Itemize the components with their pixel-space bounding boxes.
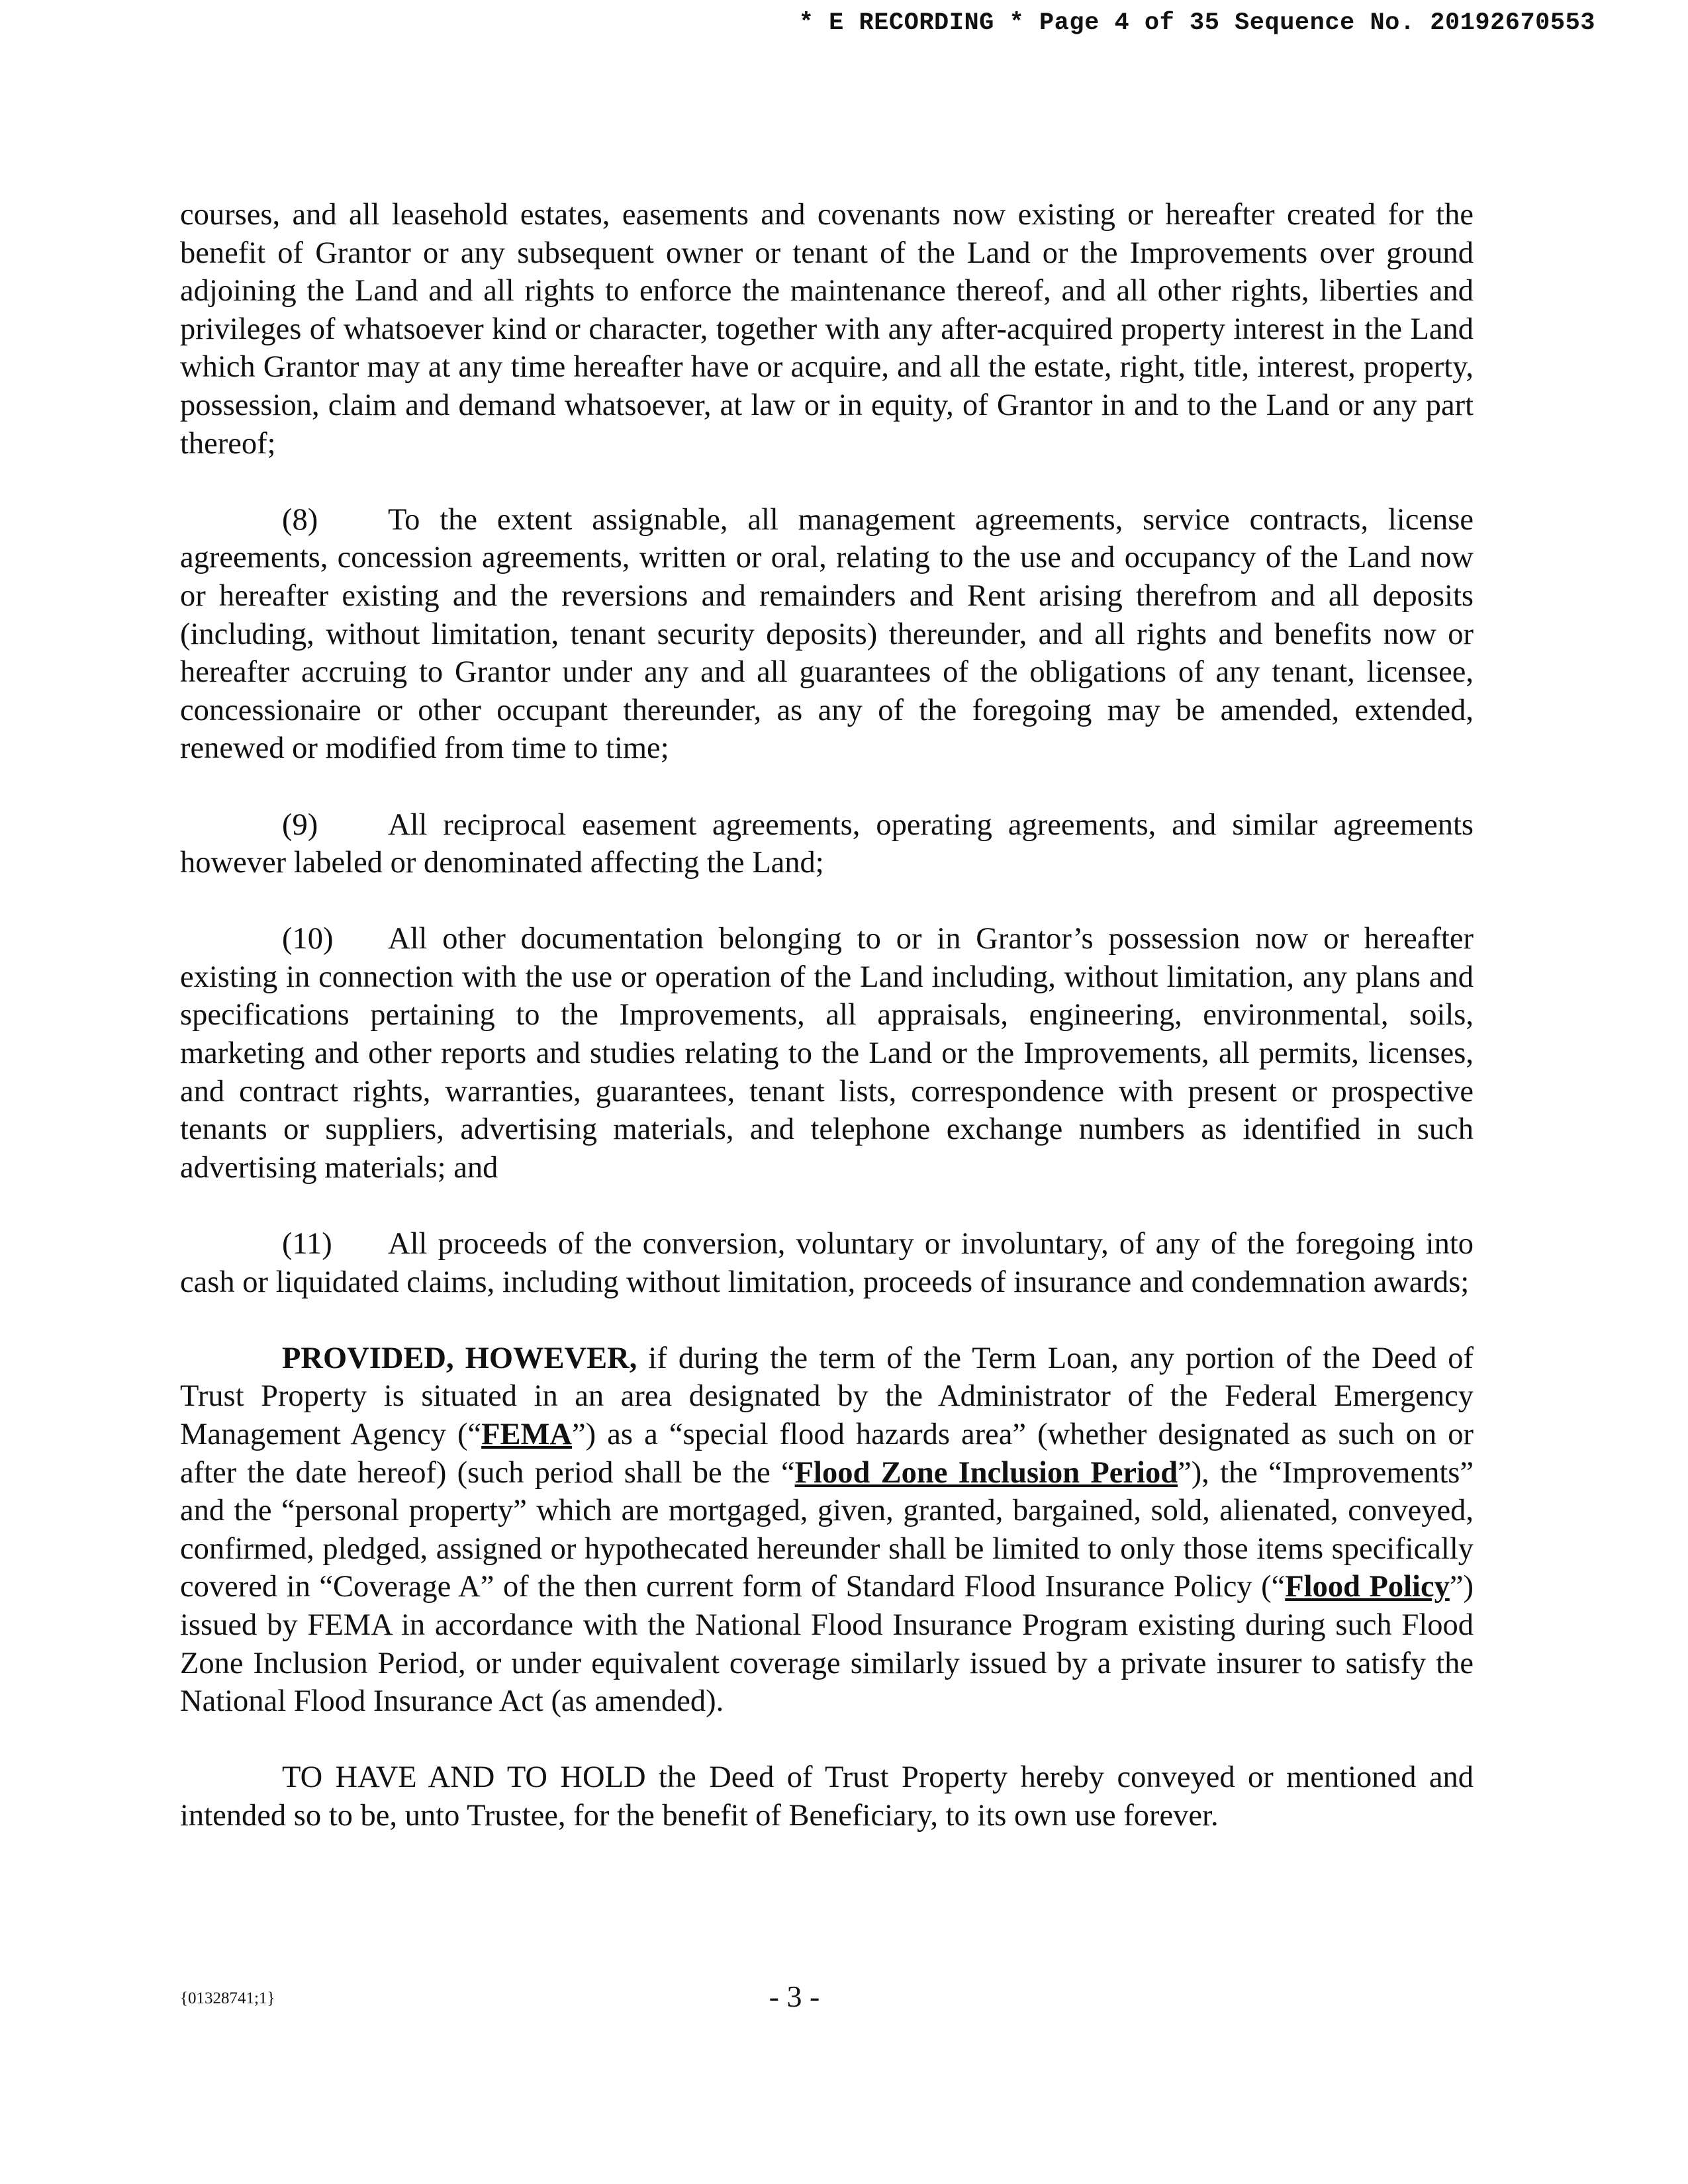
paragraph-11 [180, 1225, 1474, 1301]
defined-term-flood-policy: Flood Policy [1285, 1570, 1450, 1604]
habendum-paragraph: TO HAVE AND TO HOLD the Deed of Trust Property hereby conveyed or mentioned and intended so to be, unto Trustee, for the benefit of Beneficiary, to its own use forever. [180, 1760, 1474, 1833]
paragraph-text: All proceeds of the conversion, voluntary or involuntary, of any of the foregoing into cash or liquidated claims, including without limitation, proceeds of insurance and condemnation awards; [180, 1227, 1474, 1299]
paragraph-number: (10) [282, 922, 334, 956]
recording-stamp: * E RECORDING * Page 4 of 35 Sequence No. 20192670553 [798, 9, 1595, 37]
paragraph-number: (11) [282, 1227, 332, 1261]
paragraph-text: All reciprocal easement agreements, operating agreements, and similar agreements however labeled or denominated affecting the Land; [180, 807, 1474, 880]
proviso-text: ”), the “Improvements” and the “personal property” which are mortgaged, given, granted, bargained, sold, alienated, conveyed, confirmed, pledged, assigned or hypothecated hereunder shall be limited to only those items specifically covered in “Coverage A” of the then current form of Standard Flood Insurance Policy (“ [180, 1455, 1474, 1604]
paragraph-8 [180, 501, 1474, 768]
document-body [180, 196, 1474, 1873]
paragraph-number: (9) [282, 807, 318, 842]
proviso-paragraph [180, 1340, 1474, 1721]
document-id: {01328741;1} [180, 1989, 275, 2007]
proviso-text: ”) issued by FEMA in accordance with the National Flood Insurance Program existing during such Flood Zone Inclusion Period, or under equivalent coverage similarly issued by a private insurer to satisfy the National Flood Insurance Act (as amended). [180, 1570, 1474, 1719]
page-number: - 3 - [769, 1979, 820, 2013]
paragraph-text: All other documentation belonging to or in Grantor’s possession now or hereafter existing in connection with the use or operation of the Land including, without limitation, any plans and specifications pertaining to the Improvements, all appraisals, engineering, environmental, soils, marketing and other reports and studies relating to the Land or the Improvements, all permits, licenses, and contract rights, warranties, guarantees, tenant lists, correspondence with present or prospective tenants or suppliers, advertising materials, and telephone exchange numbers as identified in such advertising materials; and [180, 922, 1474, 1185]
defined-term-fema: FEMA [481, 1418, 573, 1451]
proviso-text: if during the term of the Term Loan, any portion of the Deed of Trust Property is situated in an area designated by the Administrator of the Federal Emergency Management Agency (“ [180, 1341, 1474, 1451]
paragraph-continuation: courses, and all leasehold estates, easements and covenants now existing or hereafter created for the benefit of Grantor or any subsequent owner or tenant of the Land or the Improvements over ground adjoining the Land and all rights to enforce the maintenance thereof, and all other rights, liberties and privileges of whatsoever kind or character, together with any after-acquired property interest in the Land which Grantor may at any time hereafter have or acquire, and all the estate, right, title, interest, property, possession, claim and demand whatsoever, at law or in equity, of Grantor in and to the Land or any part thereof; [180, 198, 1474, 461]
proviso-text: ”) as a “special flood hazards area” (whether designated as such on or after the date hereof) (such period shall be the “ [180, 1418, 1474, 1490]
proviso-lead: PROVIDED, HOWEVER, [282, 1341, 637, 1375]
paragraph-9 [180, 806, 1474, 882]
defined-term-flood-zone-inclusion-period: Flood Zone Inclusion Period [794, 1455, 1178, 1490]
paragraph-10 [180, 920, 1474, 1187]
paragraph-number: (8) [282, 502, 318, 537]
paragraph-text: To the extent assignable, all management agreements, service contracts, license agreements, concession agreements, written or oral, relating to the use and occupancy of the Land now or hereafter existing and the reversions and remainders and Rent arising therefrom and all deposits (including, without limitation, tenant security deposits) thereunder, and all rights and benefits now or hereafter accruing to Grantor under any and all guarantees of the obligations of any tenant, licensee, concessionaire or other occupant thereunder, as any of the foregoing may be amended, extended, renewed or modified from time to time; [180, 502, 1474, 766]
